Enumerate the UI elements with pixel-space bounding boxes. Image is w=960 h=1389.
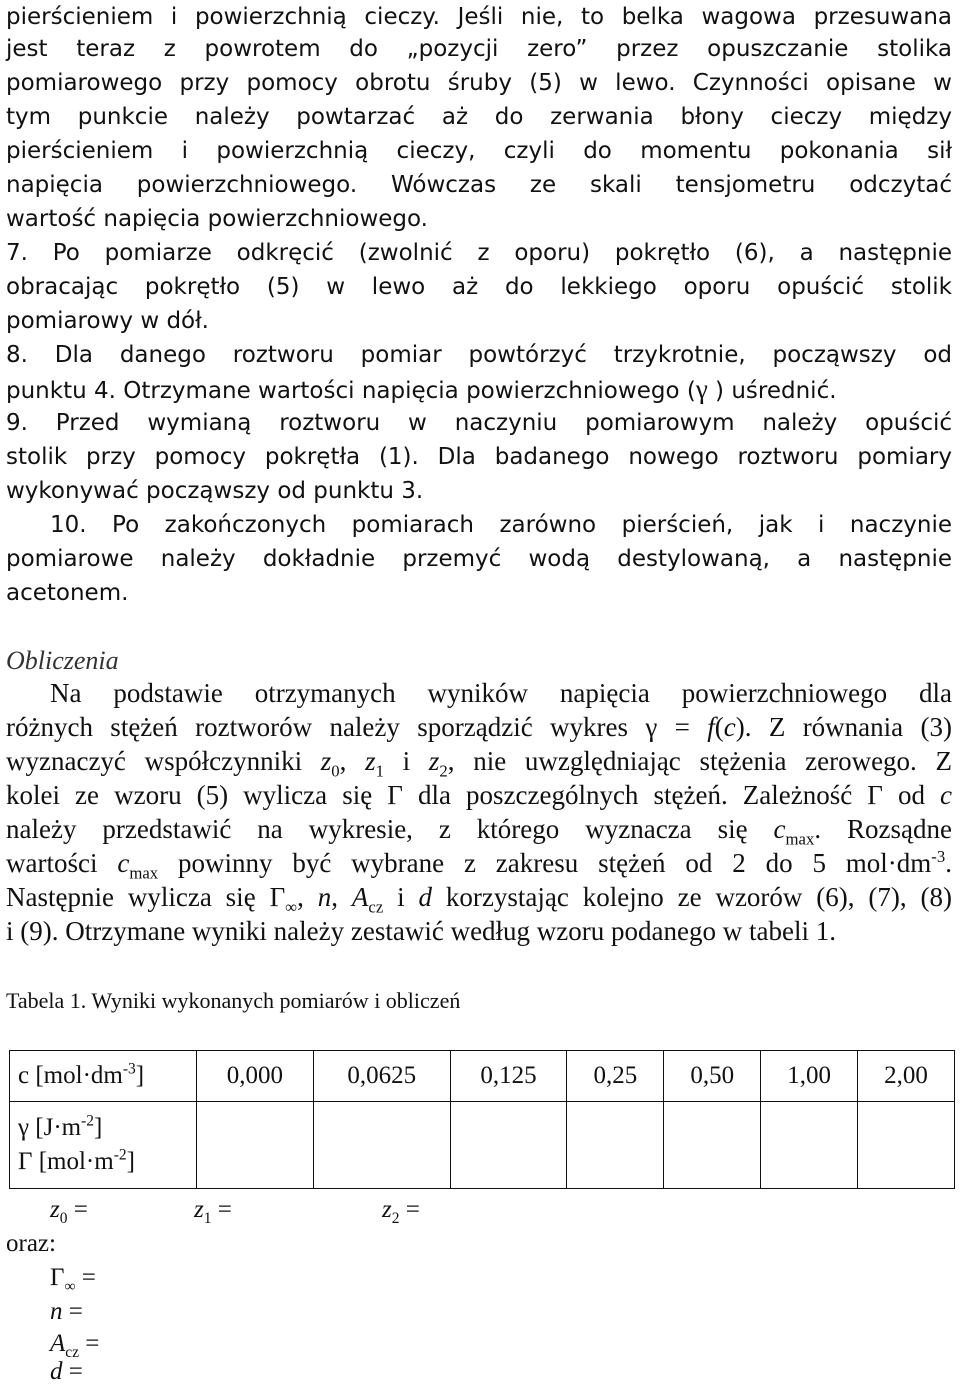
- text-line: pierścieniem i powierzchnią cieczy. Jeśli nie, to belka wagowa przesuwana: [6, 4, 952, 30]
- table-cell: 1,00: [761, 1051, 858, 1102]
- step-7-line: obracając pokrętło (5) w lewo aż do lekkiego oporu opuścić stolik: [6, 274, 952, 300]
- oraz-label: oraz:: [6, 1230, 56, 1257]
- table-cell-empty: [858, 1102, 955, 1189]
- z0-result: $z_0$ =: [50, 1196, 88, 1227]
- table-cell: 0,25: [567, 1051, 664, 1102]
- text-line: pomiarowego przy pomocy obrotu śruby (5) w lewo. Czynności opisane w: [6, 70, 952, 96]
- table-cell: 0,0625: [313, 1051, 450, 1102]
- gamma-inf-result: $\Gamma_\infty$ =: [50, 1264, 96, 1295]
- table-row: [10, 1051, 955, 1102]
- calc-line: Następnie wylicza się $\Gamma_\infty$, n, $A_{cz}$ i d korzystając kolejno ze wzorów (6), (7), (8): [6, 882, 953, 917]
- n-result: n =: [50, 1298, 83, 1325]
- step-8-line: 8. Dla danego roztworu pomiar powtórzyć trzykrotnie, począwszy od: [6, 342, 952, 368]
- table-cell-empty: [313, 1102, 450, 1189]
- table-cell-empty: [664, 1102, 761, 1189]
- calc-line: wyznaczyć współczynniki $z_0$, $z_1$ i $z_2$, nie uwzględniając stężenia zerowego. Z: [6, 746, 952, 781]
- step-9-line: wykonywać począwszy od punktu 3.: [6, 478, 424, 504]
- step-9-line: stolik przy pomocy pokrętła (1). Dla badanego nowego roztworu pomiary: [6, 444, 952, 470]
- calc-line: różnych stężeń roztworów należy sporządzić wykres γ = f(c). Z równania (3): [6, 712, 952, 742]
- calc-line: należy przedstawić na wykresie, z którego wyznacza się $c_{max}$. Rozsądne: [6, 814, 952, 849]
- z2-result: $z_2$ =: [382, 1196, 420, 1227]
- calc-line: wartości $c_{max}$ powinny być wybrane z zakresu stężeń od 2 do 5 $mol\cdot dm^{-3}$.: [6, 847, 952, 883]
- table-caption: Tabela 1. Wyniki wykonanych pomiarów i obliczeń: [6, 988, 461, 1013]
- text-line: napięcia powierzchniowego. Wówczas ze skali tensjometru odczytać: [6, 172, 952, 198]
- table-row: [10, 1102, 955, 1189]
- step-10-line: 10. Po zakończonych pomiarach zarówno pierścień, jak i naczynie: [50, 512, 952, 538]
- table-cell-empty: [197, 1102, 314, 1189]
- table-cell: 0,000: [197, 1051, 314, 1102]
- section-heading: Obliczenia: [6, 646, 119, 675]
- calc-line: i (9). Otrzymane wyniki należy zestawić według wzoru podanego w tabeli 1.: [6, 916, 836, 946]
- text-line: pierścieniem i powierzchnią cieczy, czyli do momentu pokonania sił: [6, 138, 952, 164]
- results-table: [9, 1050, 955, 1189]
- table-cell: 2,00: [858, 1051, 955, 1102]
- step-7-line: pomiarowy w dół.: [6, 308, 209, 334]
- step-8-line: punktu 4. Otrzymane wartości napięcia powierzchniowego (γ ) uśrednić.: [6, 374, 837, 404]
- table-cell: 0,50: [664, 1051, 761, 1102]
- text-line: wartość napięcia powierzchniowego.: [6, 206, 428, 232]
- concentration-header: c $[mol\cdot dm^{-3}]$: [10, 1051, 197, 1102]
- step-9-line: 9. Przed wymianą roztworu w naczyniu pomiarowym należy opuścić: [6, 410, 952, 436]
- gamma-symbol: γ: [695, 374, 708, 404]
- table-cell: 0,125: [450, 1051, 567, 1102]
- d-result: d =: [50, 1358, 83, 1385]
- step-7-line: 7. Po pomiarze odkręcić (zwolnić z oporu) pokrętło (6), a następnie: [6, 240, 952, 266]
- table-cell-empty: [450, 1102, 567, 1189]
- table-cell-empty: [567, 1102, 664, 1189]
- step-10-line: pomiarowe należy dokładnie przemyć wodą destylowaną, a następnie: [6, 546, 952, 572]
- text-line: jest teraz z powrotem do „pozycji zero” przez opuszczanie stolika: [6, 36, 952, 62]
- table-cell-empty: [761, 1102, 858, 1189]
- acz-result: $A_{cz}$ =: [50, 1330, 100, 1361]
- z1-result: $z_1$ =: [194, 1196, 232, 1227]
- step-10-line: acetonem.: [6, 580, 129, 606]
- calc-line: kolei ze wzoru (5) wylicza się Γ dla poszczególnych stężeń. Zależność Γ od c: [6, 780, 953, 810]
- text-line: tym punkcie należy powtarzać aż do zerwania błony cieczy między: [6, 104, 952, 130]
- gamma-header: γ $[J\cdot m^{-2}]$ Γ $[mol\cdot m^{-2}]$: [10, 1102, 197, 1189]
- calc-line: Na podstawie otrzymanych wyników napięcia powierzchniowego dla: [50, 678, 952, 708]
